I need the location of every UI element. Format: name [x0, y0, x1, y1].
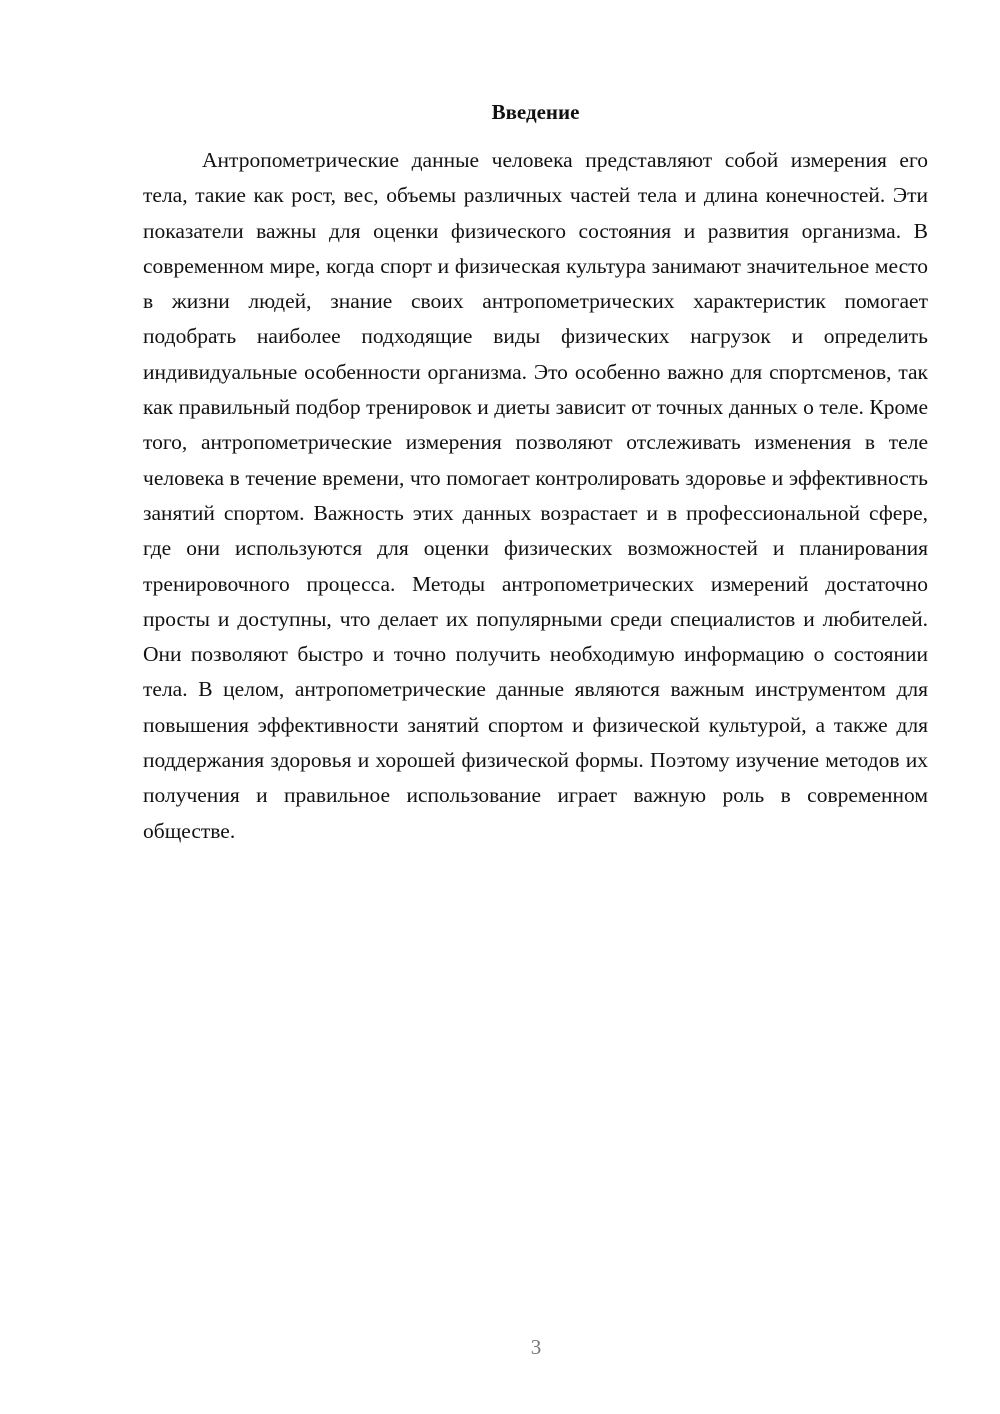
- page-number: 3: [530, 1335, 542, 1359]
- intro-paragraph: Антропометрические данные человека представляют собой измерения его тела, такие как рост, вес, объемы различных частей тела и длина конечностей. Эти показатели важны для оценки физического состояния и развития организма. В современном мире, когда спорт и физическая культура занимают значительное место в жизни людей, знание своих антропометрических характеристик помогает подобрать наиболее подходящие виды физических нагрузок и определить индивидуальные особенности организма. Это особенно важно для спортсменов, так как правильный подбор тренировок и диеты зависит от точных данных о теле. Кроме того, антропометрические измерения позволяют отслеживать изменения в теле человека в течение времени, что помогает контролировать здоровье и эффективность занятий спортом. Важность этих данных возрастает и в профессиональной сфере, где они используются для оценки физических возможностей и планирования тренировочного процесса. Методы антропометрических измерений достаточно просты и доступны, что делает их популярными среди специалистов и любителей. Они позволяют быстро и точно получить необходимую информацию о состоянии тела. В целом, антропометрические данные являются важным инструментом для повышения эффективности занятий спортом и физической культурой, а также для поддержания здоровья и хорошей физической формы. Поэтому изучение методов их получения и правильное использование играет важную роль в современном обществе.: [143, 148, 928, 843]
- section-heading: Введение: [491, 100, 580, 124]
